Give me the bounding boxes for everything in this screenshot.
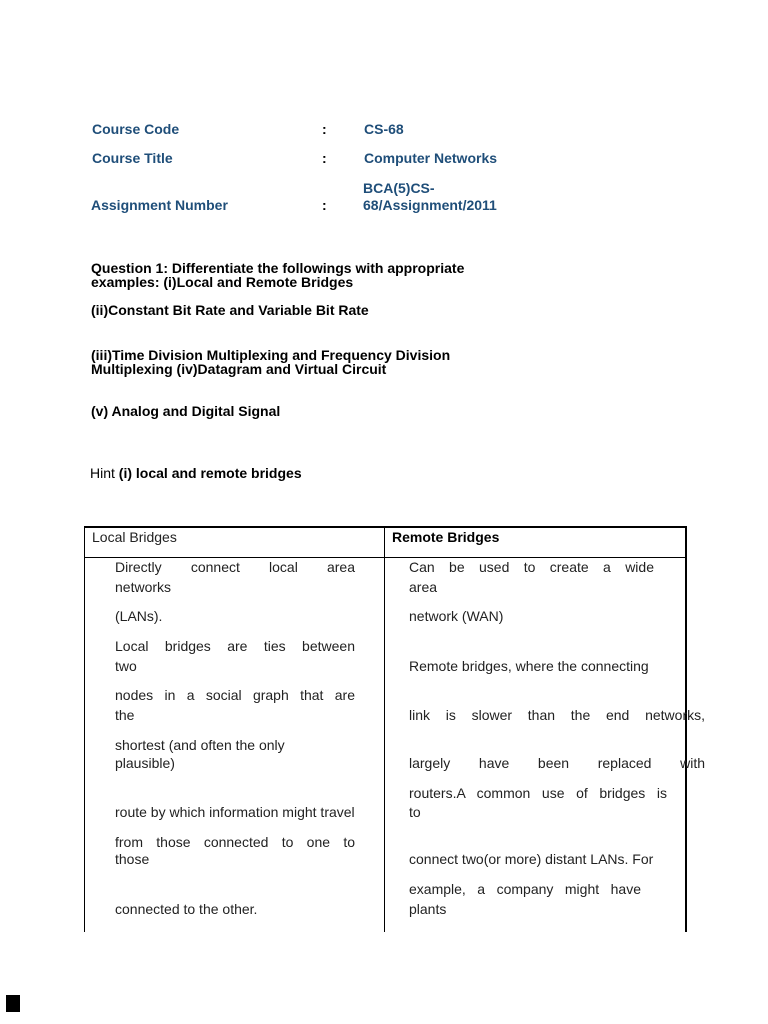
left-line-9: plausible) — [115, 755, 175, 771]
question-part-ii: (ii)Constant Bit Rate and Variable Bit Rate — [91, 302, 369, 318]
course-code-value: CS-68 — [364, 121, 404, 137]
right-line-3: network (WAN) — [409, 608, 504, 624]
left-line-4: Local bridges are ties between — [115, 638, 355, 654]
left-line-3: (LANs). — [115, 608, 163, 624]
hint-bold: (i) local and remote bridges — [118, 465, 302, 481]
right-line-4: Remote bridges, where the connecting — [409, 658, 649, 674]
right-line-8: to — [409, 804, 421, 820]
table-header-local-bridges: Local Bridges — [92, 529, 177, 545]
left-line-2: networks — [115, 579, 172, 595]
assignment-number-value-line1: BCA(5)CS- — [363, 180, 435, 196]
page-corner-marker — [6, 995, 20, 1012]
assignment-number-value-line2: 68/Assignment/2011 — [363, 197, 497, 213]
right-line-9: connect two(or more) distant LANs. For — [409, 851, 654, 867]
bridges-table — [84, 526, 705, 932]
question-part-iii-line-1: (iii)Time Division Multiplexing and Frequency Division — [91, 347, 451, 363]
question-1 — [91, 261, 531, 289]
question-1-line-2: examples: (i)Local and Remote Bridges — [91, 274, 354, 290]
question-part-v: (v) Analog and Digital Signal — [91, 403, 281, 419]
assignment-number-separator: : — [322, 197, 327, 213]
left-line-6: nodes in a social graph that are — [115, 687, 355, 703]
right-line-5: link is slower than the end networks, — [409, 707, 705, 723]
question-part-iii-line-2: Multiplexing (iv)Datagram and Virtual Circuit — [91, 361, 387, 377]
table-header-remote-bridges: Remote Bridges — [392, 529, 500, 545]
left-line-5: two — [115, 658, 137, 674]
left-line-7: the — [115, 707, 135, 723]
course-code-label: Course Code — [92, 121, 180, 137]
left-line-12: those — [115, 851, 150, 867]
right-line-1: Can be used to create a wide — [409, 559, 654, 575]
hint-line — [90, 465, 302, 481]
left-line-1: Directly connect local area — [115, 559, 355, 575]
question-1-line-1: Question 1: Differentiate the followings with appropriate — [91, 260, 465, 276]
left-line-8: shortest (and often the only — [115, 737, 285, 753]
right-line-6: largely have been replaced with — [409, 755, 705, 771]
left-line-11: from those connected to one to — [115, 834, 355, 850]
question-part-iii — [91, 348, 531, 376]
left-line-13: connected to the other. — [115, 901, 258, 917]
table-middle-border — [384, 526, 385, 932]
right-line-2: area — [409, 579, 438, 595]
table-left-border — [84, 526, 85, 932]
course-code-separator: : — [322, 121, 327, 137]
left-line-10: route by which information might travel — [115, 804, 355, 820]
right-line-7: routers.A common use of bridges is — [409, 785, 667, 801]
hint-prefix: Hint — [90, 465, 115, 481]
right-line-10: example, a company might have — [409, 881, 641, 897]
assignment-number-label: Assignment Number — [91, 197, 228, 213]
course-title-label: Course Title — [92, 150, 173, 166]
course-title-separator: : — [322, 150, 327, 166]
course-title-value: Computer Networks — [364, 150, 498, 166]
right-line-11: plants — [409, 901, 447, 917]
